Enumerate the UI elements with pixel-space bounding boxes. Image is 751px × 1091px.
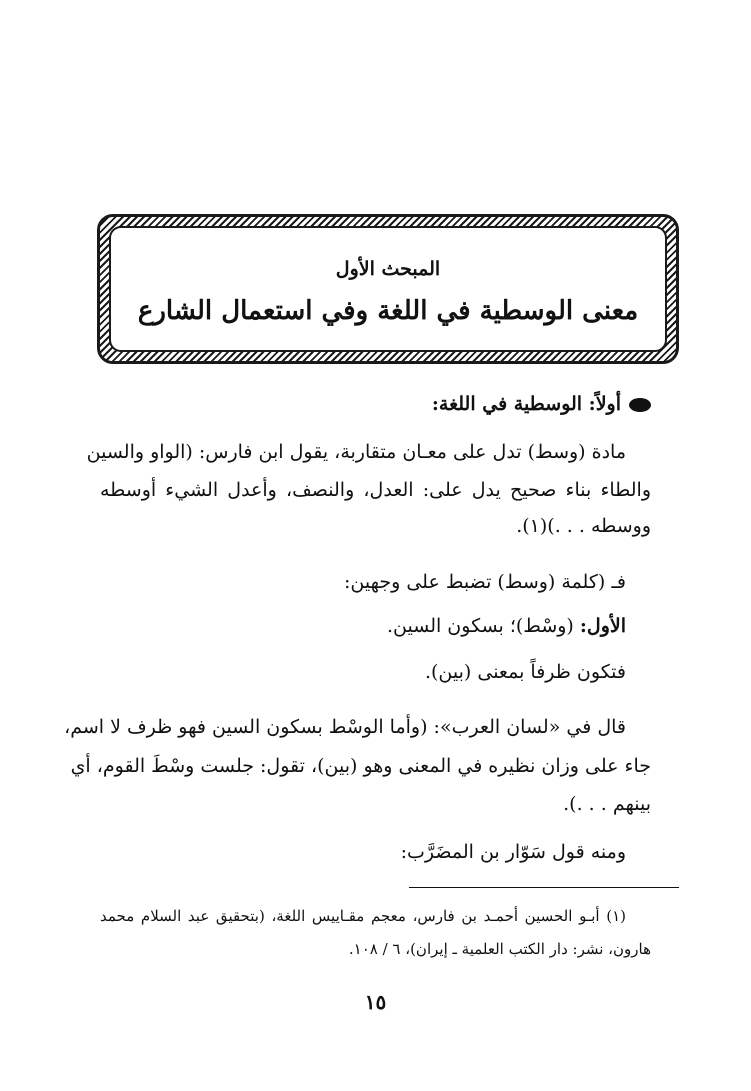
paragraph-2: فـ (كلمة (وسط) تضبط على وجهين: (344, 571, 626, 593)
chapter-label: المبحث الأول (335, 258, 441, 280)
footnote-line-1: (١) أبـو الحسين أحمـد بن فارس، معجم مقـاييس اللغة، (بتحقيق عبد السلام محمد (100, 907, 626, 925)
footnote-divider (409, 887, 679, 888)
paragraph-5-line-3: بينهم . . .). (563, 793, 651, 815)
paragraph-3 (100, 614, 626, 639)
chapter-title: معنى الوسطية في اللغة وفي استعمال الشارع (137, 296, 639, 326)
paragraph-1-line-1: مادة (وسط) تدل على معـان متقاربة، يقول ابن فارس: (الواو والسين (86, 441, 626, 463)
chapter-title-frame (97, 214, 679, 364)
paragraph-1-line-2: والطاء بناء صحيح يدل على: العدل، والنصف، وأعدل الشيء أوسطه (100, 479, 651, 501)
paragraph-5-line-2: جاء على وزان نظيره في المعنى وهو (بين)، تقول: جلست وسْطَ القوم، أي (70, 755, 651, 777)
paragraph-6: ومنه قول سَوّار بن المضَرَّب: (400, 841, 626, 863)
paragraph-3-text: (وسْط)؛ بسكون السين. (387, 615, 574, 637)
bullet-icon (629, 398, 651, 412)
paragraph-5-line-1: قال في «لسان العرب»: (وأما الوسْط بسكون السين فهو ظرف لا اسم، (64, 716, 626, 738)
paragraph-3-label: الأول: (579, 615, 626, 637)
footnote-line-2: هارون، نشر: دار الكتب العلمية ـ إيران)، ٦ / ١٠٨. (348, 940, 651, 958)
page-number: ١٥ (364, 990, 387, 1014)
paragraph-4: فتكون ظرفاً بمعنى (بين). (424, 661, 626, 683)
section-heading-text: أولاً: الوسطية في اللغة: (431, 393, 621, 415)
chapter-title-inner (109, 226, 667, 352)
paragraph-1-line-3: ووسطه . . .)(١). (516, 515, 651, 537)
section-heading (100, 392, 651, 417)
